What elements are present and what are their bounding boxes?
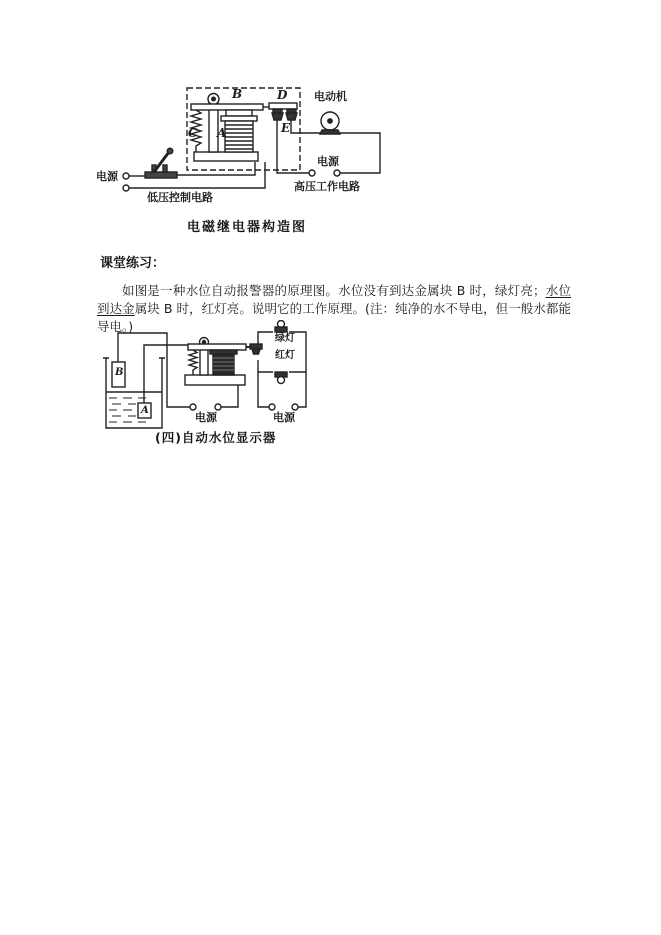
wire bbox=[221, 385, 238, 407]
relay-figure-caption: 电磁继电器构造图 bbox=[187, 220, 308, 235]
label-power-right: 电源 bbox=[273, 411, 295, 424]
terminal bbox=[123, 173, 129, 179]
label-coil-a: A bbox=[217, 126, 227, 140]
paragraph-text-after: 属块 B 时，红灯亮。说明它的工作原理。(注：纯净的水不导电，但一般水都能导电。) bbox=[97, 300, 571, 334]
wire bbox=[118, 333, 190, 407]
label-point-e: E bbox=[281, 121, 291, 135]
wire bbox=[291, 120, 321, 133]
wire bbox=[258, 372, 269, 407]
contact-plate bbox=[269, 103, 297, 109]
label-low-voltage: 低压控制电路 bbox=[147, 191, 213, 204]
terminal bbox=[215, 404, 221, 410]
label-point-d: D bbox=[277, 88, 288, 102]
label-power-left: 电源 bbox=[195, 411, 217, 424]
exercise-heading: 课堂练习： bbox=[100, 256, 166, 271]
terminal bbox=[123, 185, 129, 191]
terminal bbox=[292, 404, 298, 410]
relay-base bbox=[185, 375, 245, 385]
relay-coil bbox=[213, 354, 234, 375]
label-high-voltage: 高压工作电路 bbox=[294, 180, 360, 193]
terminal bbox=[190, 404, 196, 410]
label-green-lamp: 绿灯 bbox=[275, 333, 295, 344]
water-level-figure bbox=[98, 320, 313, 432]
moving-contact bbox=[250, 344, 262, 349]
relay-armature bbox=[188, 344, 246, 350]
knife-switch bbox=[145, 172, 177, 178]
label-red-lamp: 红灯 bbox=[275, 350, 295, 361]
red-lamp-symbol bbox=[278, 377, 285, 384]
label-power-left: 电源 bbox=[96, 170, 118, 183]
relay-structure-figure bbox=[95, 75, 395, 215]
paragraph-text-before: 如图是一种水位自动报警器的原理图。水位没有到达金属块 B 时，绿灯亮； bbox=[122, 282, 546, 298]
wire bbox=[339, 133, 380, 173]
terminal bbox=[334, 170, 340, 176]
label-power-right: 电源 bbox=[317, 155, 339, 168]
label-motor: 电动机 bbox=[314, 90, 347, 103]
terminal bbox=[309, 170, 315, 176]
label-block-a: A bbox=[141, 405, 149, 416]
wire bbox=[298, 372, 306, 407]
label-point-b: B bbox=[232, 87, 243, 101]
relay-circuit-drawing bbox=[95, 75, 395, 215]
wire bbox=[144, 345, 188, 403]
relay-spring bbox=[189, 350, 197, 375]
wire bbox=[177, 162, 255, 175]
relay-base bbox=[194, 152, 258, 161]
relay-armature bbox=[191, 104, 263, 110]
terminal bbox=[269, 404, 275, 410]
paragraph-text-underlined: 水位到达金 bbox=[97, 282, 571, 316]
water-level-figure-caption: (四)自动水位显示器 bbox=[155, 430, 277, 445]
label-spring-c: C bbox=[188, 126, 198, 140]
label-block-b: B bbox=[115, 367, 124, 378]
